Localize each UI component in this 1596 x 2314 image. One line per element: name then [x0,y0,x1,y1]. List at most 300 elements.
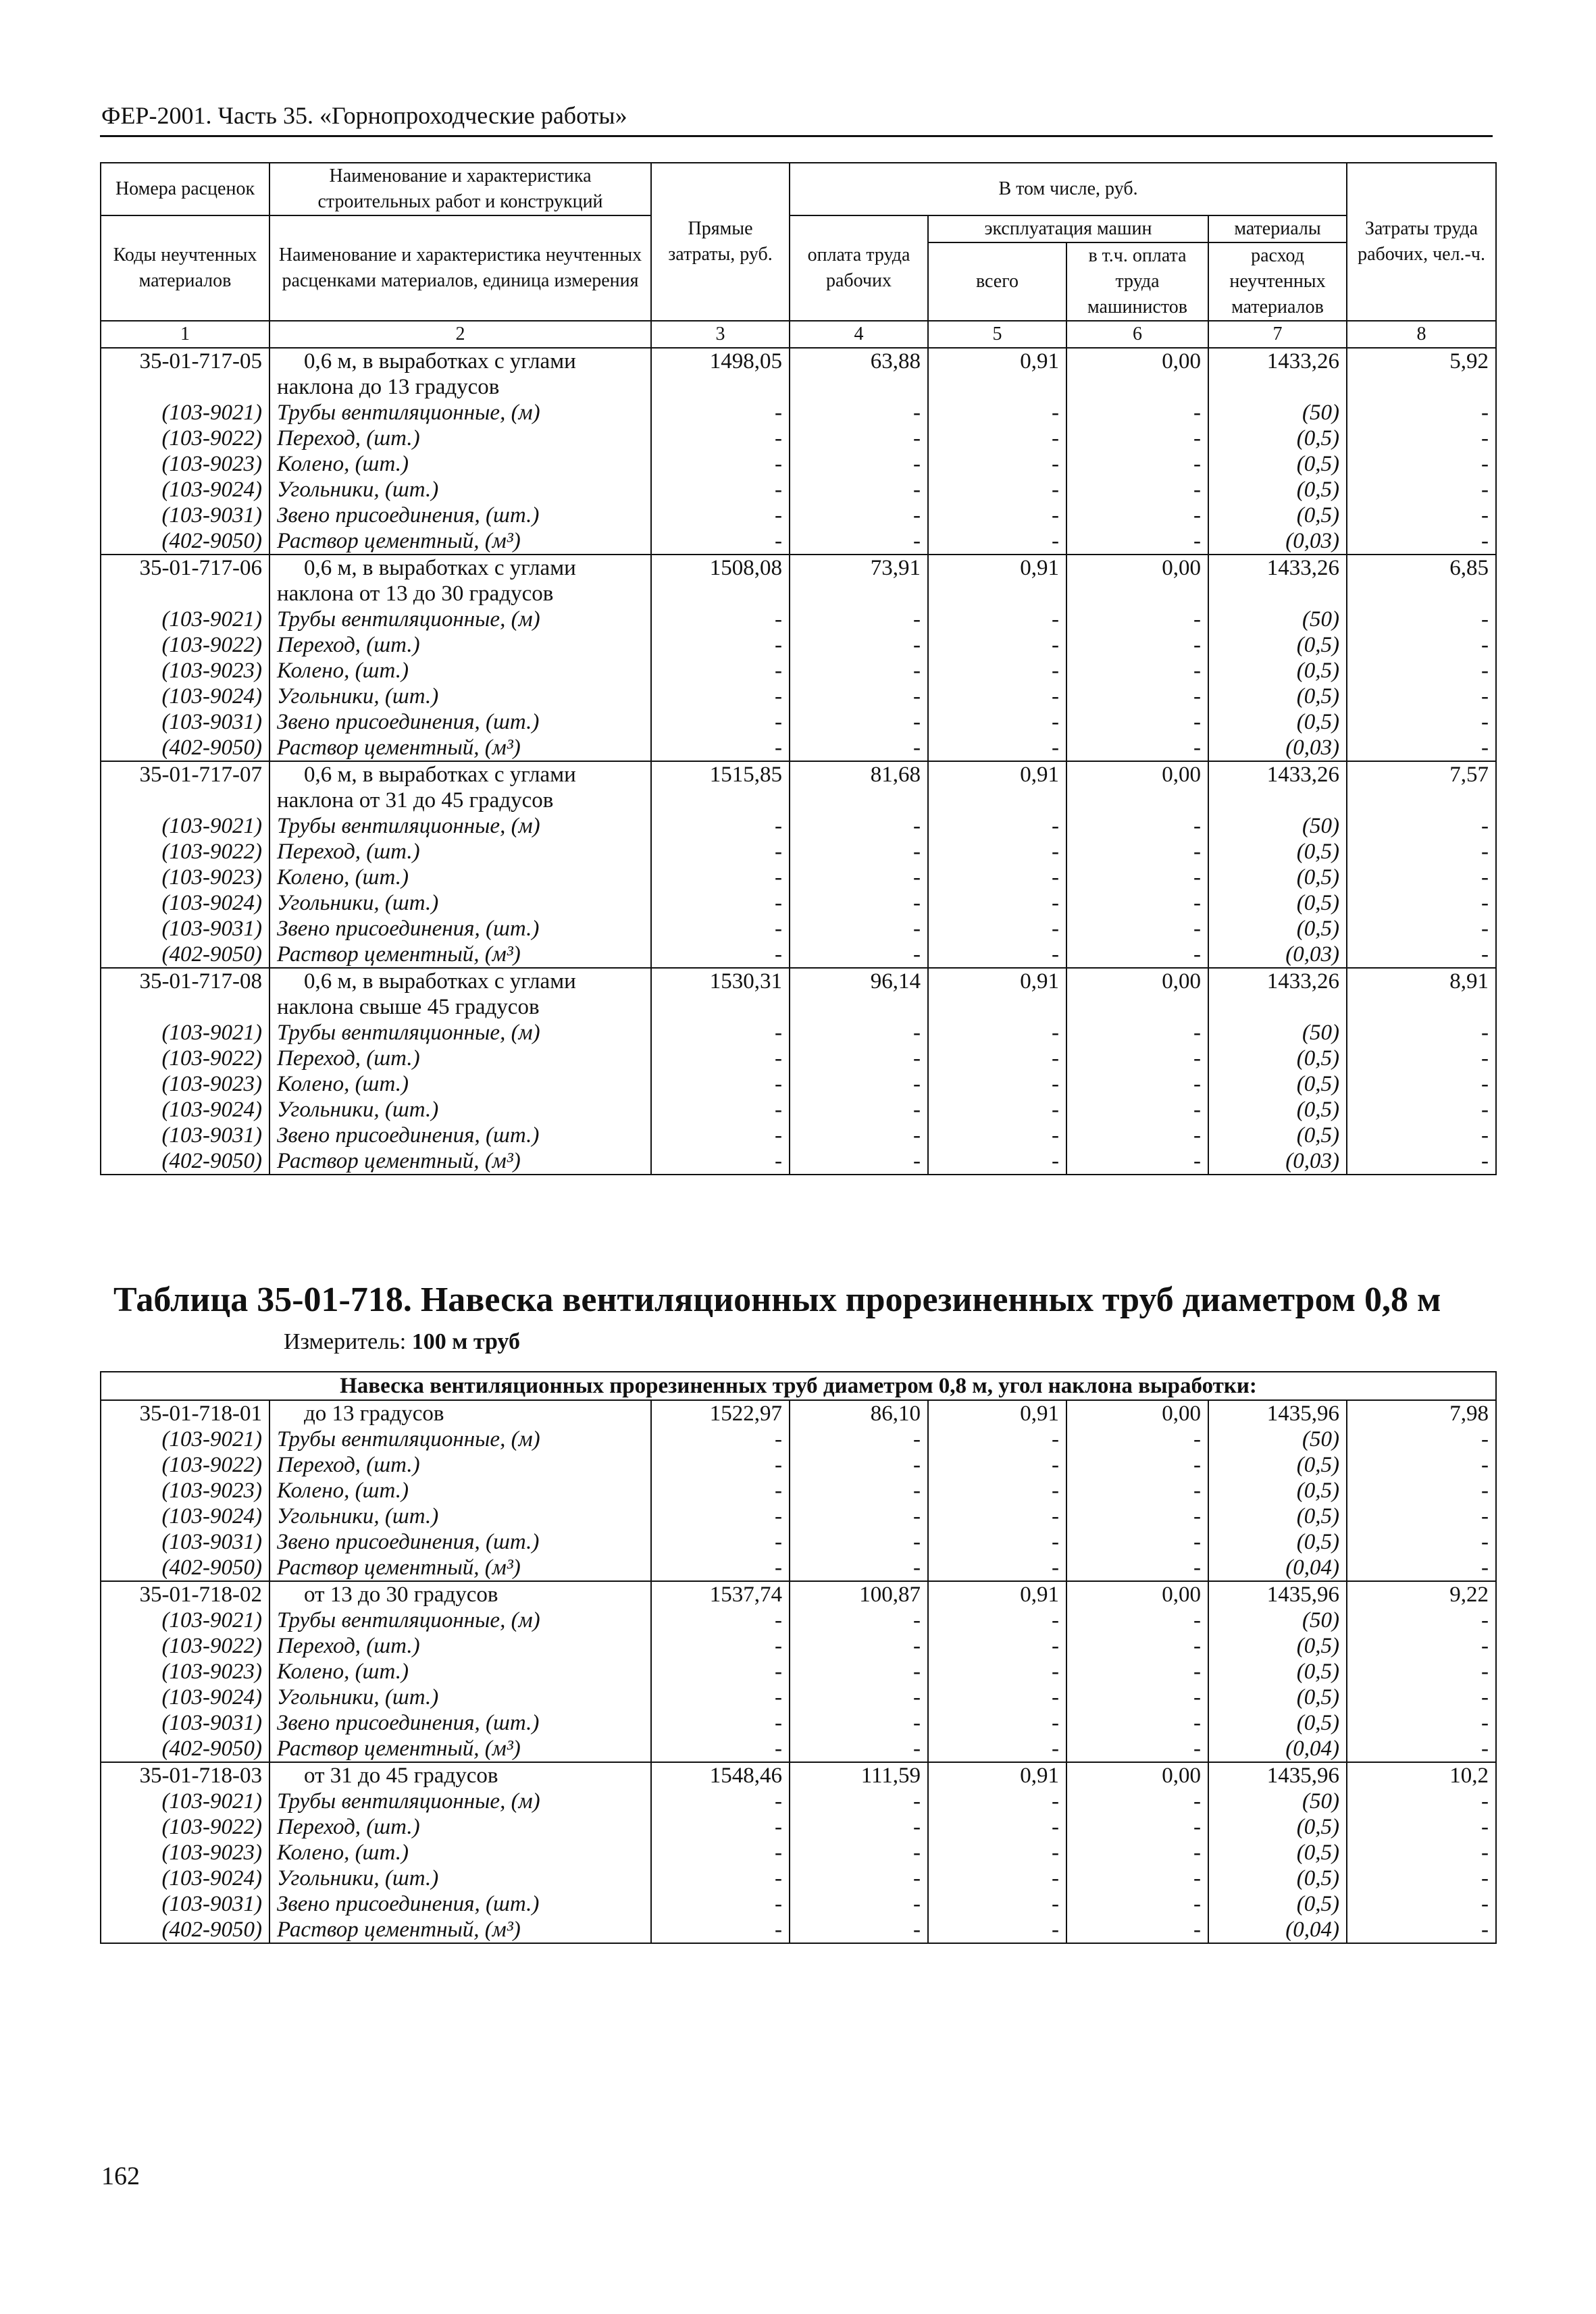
material-qty: (0,5) [1208,632,1347,658]
material-name: Раствор цементный, (м³) [269,528,651,555]
dash-cell: - [1066,1503,1208,1529]
section-heading: Навеска вентиляционных прорезиненных труб диаметром 0,8 м, угол наклона выработки: [101,1372,1496,1400]
dash-cell: - [1347,1608,1496,1633]
dash-cell: - [1347,1685,1496,1710]
rate-code: 35-01-717-07 [101,761,269,788]
col2-header-bottom: Наименование и характеристика неучтенных расценками материалов, единица измерения [269,215,651,321]
dash-cell: - [1347,1710,1496,1736]
material-code: (103-9022) [101,1814,269,1840]
material-name: Колено, (шт.) [269,451,651,477]
dash-cell: - [651,632,790,658]
empty-cell [101,994,269,1020]
material-code: (402-9050) [101,1555,269,1581]
material-name: Колено, (шт.) [269,1840,651,1866]
material-row [101,1529,1496,1555]
rate-value: 1435,96 [1208,1762,1347,1789]
material-row [101,1866,1496,1891]
material-name: Звено присоединения, (шт.) [269,709,651,735]
dash-cell: - [651,1071,790,1097]
dash-cell: - [1066,528,1208,555]
dash-cell: - [790,1529,928,1555]
dash-cell: - [651,1789,790,1814]
rate-value: 1548,46 [651,1762,790,1789]
material-name: Раствор цементный, (м³) [269,735,651,761]
material-name: Звено присоединения, (шт.) [269,1891,651,1917]
dash-cell: - [1066,632,1208,658]
dash-cell: - [1347,503,1496,528]
material-code: (103-9024) [101,1685,269,1710]
empty-cell [1066,788,1208,813]
dash-cell: - [651,1097,790,1123]
rate-value: 1433,26 [1208,555,1347,581]
dash-cell: - [928,1426,1066,1452]
col5-header: всего [928,242,1066,321]
rate-code: 35-01-717-08 [101,968,269,994]
dash-cell: - [928,735,1066,761]
rate-description-cont: наклона от 13 до 30 градусов [269,581,651,607]
dash-cell: - [928,1685,1066,1710]
material-name: Трубы вентиляционные, (м) [269,400,651,426]
dash-cell: - [1347,607,1496,632]
rate-description-cont: наклона свыше 45 градусов [269,994,651,1020]
dash-cell: - [1066,1123,1208,1148]
dash-cell: - [1066,607,1208,632]
rate-value: 1498,05 [651,348,790,374]
dash-cell: - [1347,1789,1496,1814]
empty-cell [651,994,790,1020]
dash-cell: - [928,528,1066,555]
material-qty: (0,04) [1208,1917,1347,1943]
col8-header: Затраты труда рабочих, чел.-ч. [1347,163,1496,321]
column-number: 1 [101,321,269,348]
dash-cell: - [928,942,1066,968]
material-name: Раствор цементный, (м³) [269,1555,651,1581]
dash-cell: - [790,709,928,735]
dash-cell: - [1347,1478,1496,1503]
material-qty: (50) [1208,1608,1347,1633]
dash-cell: - [1066,503,1208,528]
empty-cell [1208,581,1347,607]
dash-cell: - [1347,1097,1496,1123]
dash-cell: - [1347,839,1496,865]
dash-cell: - [928,658,1066,684]
material-qty: (50) [1208,607,1347,632]
material-code: (103-9021) [101,1789,269,1814]
empty-cell [1066,994,1208,1020]
dash-cell: - [651,839,790,865]
material-qty: (50) [1208,1426,1347,1452]
rates-table-718 [100,1371,1497,1944]
material-row [101,1148,1496,1175]
material-qty: (0,5) [1208,1891,1347,1917]
rate-row [101,1762,1496,1789]
col3-header: Прямые затраты, руб. [651,163,790,321]
dash-cell: - [928,1917,1066,1943]
dash-cell: - [1066,1555,1208,1581]
table-title: Таблица 35-01-718. Навеска вентиляционных прорезиненных труб диаметром 0,8 м [113,1281,1441,1319]
material-code: (402-9050) [101,1917,269,1943]
dash-cell: - [790,1478,928,1503]
dash-cell: - [1347,477,1496,503]
dash-cell: - [928,1478,1066,1503]
dash-cell: - [1066,813,1208,839]
material-qty: (0,5) [1208,916,1347,942]
dash-cell: - [928,1659,1066,1685]
dash-cell: - [790,1608,928,1633]
dash-cell: - [1347,1529,1496,1555]
material-name: Колено, (шт.) [269,1478,651,1503]
material-name: Переход, (шт.) [269,1633,651,1659]
material-row [101,1659,1496,1685]
dash-cell: - [790,451,928,477]
dash-cell: - [651,1503,790,1529]
material-name: Звено присоединения, (шт.) [269,916,651,942]
material-code: (103-9021) [101,400,269,426]
dash-cell: - [790,1891,928,1917]
machines-header: эксплуатация машин [928,215,1208,242]
dash-cell: - [790,1633,928,1659]
dash-cell: - [651,1685,790,1710]
material-row [101,1046,1496,1071]
material-row [101,1891,1496,1917]
material-row [101,1736,1496,1762]
dash-cell: - [928,684,1066,709]
empty-cell [651,581,790,607]
material-name: Переход, (шт.) [269,426,651,451]
dash-cell: - [1066,1148,1208,1175]
dash-cell: - [1347,942,1496,968]
dash-cell: - [790,1071,928,1097]
material-qty: (0,03) [1208,735,1347,761]
dash-cell: - [928,1866,1066,1891]
material-row [101,709,1496,735]
material-code: (103-9022) [101,1046,269,1071]
material-code: (103-9024) [101,1866,269,1891]
dash-cell: - [1066,684,1208,709]
dash-cell: - [790,1148,928,1175]
rate-value: 1508,08 [651,555,790,581]
material-qty: (0,5) [1208,1071,1347,1097]
dash-cell: - [790,1685,928,1710]
empty-cell [1347,994,1496,1020]
rate-row-continuation [101,374,1496,400]
column-number: 5 [928,321,1066,348]
dash-cell: - [1347,813,1496,839]
dash-cell: - [790,813,928,839]
empty-cell [1208,994,1347,1020]
material-code: (402-9050) [101,528,269,555]
empty-cell [1347,788,1496,813]
material-row [101,658,1496,684]
material-row [101,942,1496,968]
dash-cell: - [651,1020,790,1046]
material-name: Раствор цементный, (м³) [269,1148,651,1175]
material-row [101,1814,1496,1840]
rate-description: 0,6 м, в выработках с углами [269,348,651,374]
material-code: (103-9023) [101,865,269,890]
materials-header: материалы [1208,215,1347,242]
material-qty: (0,5) [1208,451,1347,477]
meter-line [284,1329,520,1355]
dash-cell: - [790,658,928,684]
material-code: (103-9031) [101,1529,269,1555]
dash-cell: - [790,942,928,968]
material-qty: (0,5) [1208,1478,1347,1503]
material-code: (103-9022) [101,1452,269,1478]
dash-cell: - [928,1097,1066,1123]
rate-value: 1435,96 [1208,1400,1347,1426]
material-code: (103-9021) [101,813,269,839]
material-qty: (0,5) [1208,1710,1347,1736]
rate-code: 35-01-718-02 [101,1581,269,1608]
rate-value: 96,14 [790,968,928,994]
dash-cell: - [1347,1917,1496,1943]
material-qty: (0,5) [1208,1097,1347,1123]
dash-cell: - [651,1710,790,1736]
empty-cell [1347,581,1496,607]
rate-row-continuation [101,788,1496,813]
material-name: Раствор цементный, (м³) [269,1917,651,1943]
dash-cell: - [928,477,1066,503]
dash-cell: - [1347,1891,1496,1917]
dash-cell: - [1347,735,1496,761]
material-qty: (50) [1208,1789,1347,1814]
material-name: Трубы вентиляционные, (м) [269,1789,651,1814]
material-code: (103-9023) [101,658,269,684]
dash-cell: - [790,916,928,942]
dash-cell: - [651,890,790,916]
material-qty: (0,5) [1208,1633,1347,1659]
column-number: 7 [1208,321,1347,348]
material-code: (103-9031) [101,1710,269,1736]
rate-value: 0,00 [1066,555,1208,581]
material-name: Колено, (шт.) [269,1659,651,1685]
dash-cell: - [1347,658,1496,684]
material-row [101,1840,1496,1866]
dash-cell: - [928,1814,1066,1840]
material-row [101,1478,1496,1503]
empty-cell [928,581,1066,607]
dash-cell: - [651,813,790,839]
rate-description: 0,6 м, в выработках с углами [269,555,651,581]
rate-value: 1433,26 [1208,968,1347,994]
dash-cell: - [651,1659,790,1685]
dash-cell: - [1066,1529,1208,1555]
dash-cell: - [1347,1866,1496,1891]
dash-cell: - [1066,942,1208,968]
material-code: (103-9024) [101,890,269,916]
dash-cell: - [1066,735,1208,761]
material-name: Трубы вентиляционные, (м) [269,1020,651,1046]
dash-cell: - [1066,658,1208,684]
dash-cell: - [651,426,790,451]
dash-cell: - [790,400,928,426]
dash-cell: - [928,1710,1066,1736]
dash-cell: - [790,607,928,632]
rate-value: 0,91 [928,348,1066,374]
dash-cell: - [790,1814,928,1840]
col7-header: расход неучтенных материалов [1208,242,1347,321]
dash-cell: - [790,632,928,658]
rate-row [101,555,1496,581]
material-row [101,1633,1496,1659]
dash-cell: - [651,916,790,942]
material-row [101,1710,1496,1736]
dash-cell: - [1347,1123,1496,1148]
material-qty: (0,5) [1208,1123,1347,1148]
material-qty: (50) [1208,400,1347,426]
material-row [101,839,1496,865]
dash-cell: - [928,916,1066,942]
material-name: Угольники, (шт.) [269,1503,651,1529]
dash-cell: - [651,1891,790,1917]
dash-cell: - [928,1891,1066,1917]
material-qty: (0,5) [1208,1452,1347,1478]
material-name: Трубы вентиляционные, (м) [269,1608,651,1633]
rate-value: 7,57 [1347,761,1496,788]
dash-cell: - [1347,1555,1496,1581]
dash-cell: - [1066,1071,1208,1097]
material-code: (402-9050) [101,1736,269,1762]
rate-row-continuation [101,581,1496,607]
empty-cell [790,374,928,400]
rate-value: 1435,96 [1208,1581,1347,1608]
material-row [101,1503,1496,1529]
material-row [101,1123,1496,1148]
dash-cell: - [790,1840,928,1866]
column-number: 8 [1347,321,1496,348]
dash-cell: - [790,1426,928,1452]
dash-cell: - [928,1020,1066,1046]
dash-cell: - [1066,890,1208,916]
material-qty: (0,03) [1208,1148,1347,1175]
material-row [101,1097,1496,1123]
dash-cell: - [1347,890,1496,916]
dash-cell: - [1347,1452,1496,1478]
dash-cell: - [790,1503,928,1529]
empty-cell [928,374,1066,400]
material-qty: (0,04) [1208,1555,1347,1581]
dash-cell: - [651,865,790,890]
material-code: (103-9023) [101,1840,269,1866]
material-code: (103-9021) [101,1426,269,1452]
empty-cell [1066,374,1208,400]
page-number: 162 [101,2162,140,2190]
rate-description: от 31 до 45 градусов [269,1762,651,1789]
meter-value: 100 м труб [411,1329,520,1354]
dash-cell: - [651,1608,790,1633]
material-name: Угольники, (шт.) [269,890,651,916]
material-name: Колено, (шт.) [269,658,651,684]
rate-description-cont: наклона от 31 до 45 градусов [269,788,651,813]
rate-value: 9,22 [1347,1581,1496,1608]
material-qty: (0,5) [1208,865,1347,890]
material-row [101,813,1496,839]
dash-cell: - [1347,1020,1496,1046]
material-qty: (0,5) [1208,1046,1347,1071]
dash-cell: - [790,1917,928,1943]
material-row [101,916,1496,942]
meter-label: Измеритель: [284,1329,407,1354]
material-row [101,1071,1496,1097]
col4-header: оплата труда рабочих [790,215,928,321]
material-row [101,400,1496,426]
rate-value: 86,10 [790,1400,928,1426]
dash-cell: - [651,1633,790,1659]
dash-cell: - [651,400,790,426]
dash-cell: - [651,1840,790,1866]
dash-cell: - [790,1736,928,1762]
dash-cell: - [1066,1452,1208,1478]
dash-cell: - [928,709,1066,735]
dash-cell: - [928,451,1066,477]
dash-cell: - [651,503,790,528]
dash-cell: - [1066,1710,1208,1736]
material-code: (103-9031) [101,916,269,942]
dash-cell: - [928,890,1066,916]
dash-cell: - [1066,1659,1208,1685]
material-name: Звено присоединения, (шт.) [269,1710,651,1736]
material-qty: (0,5) [1208,839,1347,865]
dash-cell: - [651,1866,790,1891]
dash-cell: - [1347,1071,1496,1097]
rate-description: от 13 до 30 градусов [269,1581,651,1608]
rate-value: 1433,26 [1208,761,1347,788]
dash-cell: - [1347,684,1496,709]
material-code: (103-9023) [101,1071,269,1097]
material-row [101,1608,1496,1633]
dash-cell: - [1066,1426,1208,1452]
rate-value: 0,00 [1066,1581,1208,1608]
dash-cell: - [651,1452,790,1478]
dash-cell: - [1347,632,1496,658]
material-code: (103-9024) [101,477,269,503]
material-code: (402-9050) [101,735,269,761]
dash-cell: - [790,477,928,503]
rate-value: 111,59 [790,1762,928,1789]
rate-row [101,1400,1496,1426]
material-name: Трубы вентиляционные, (м) [269,813,651,839]
material-row [101,1789,1496,1814]
material-name: Угольники, (шт.) [269,1685,651,1710]
dash-cell: - [1066,709,1208,735]
dash-cell: - [651,528,790,555]
rate-value: 0,91 [928,1581,1066,1608]
material-name: Трубы вентиляционные, (м) [269,607,651,632]
rate-row [101,968,1496,994]
dash-cell: - [1347,1814,1496,1840]
dash-cell: - [651,658,790,684]
dash-cell: - [1066,426,1208,451]
dash-cell: - [1066,865,1208,890]
dash-cell: - [1347,1503,1496,1529]
dash-cell: - [651,1426,790,1452]
dash-cell: - [928,1452,1066,1478]
rate-value: 6,85 [1347,555,1496,581]
material-name: Звено присоединения, (шт.) [269,1529,651,1555]
empty-cell [101,788,269,813]
rate-value: 0,91 [928,555,1066,581]
dash-cell: - [651,1736,790,1762]
dash-cell: - [928,1840,1066,1866]
rate-value: 81,68 [790,761,928,788]
material-code: (103-9031) [101,1123,269,1148]
material-row [101,503,1496,528]
empty-cell [651,788,790,813]
rate-code: 35-01-717-05 [101,348,269,374]
dash-cell: - [790,684,928,709]
material-code: (103-9021) [101,1608,269,1633]
